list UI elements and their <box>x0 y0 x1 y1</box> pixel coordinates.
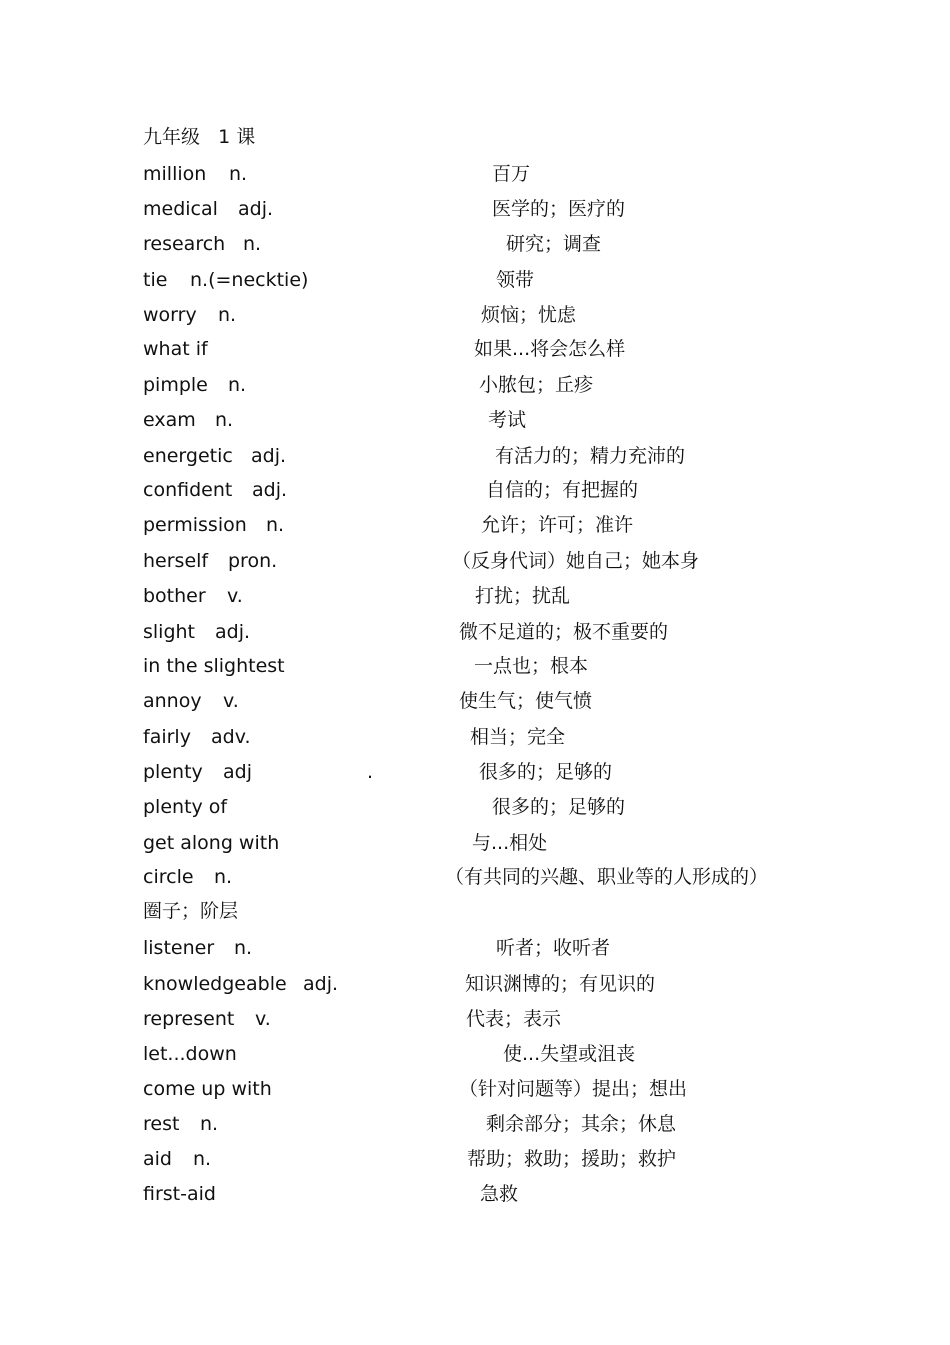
vocab-part-of-speech: n. <box>234 937 253 959</box>
vocab-entry <box>0 688 950 714</box>
vocab-entry <box>0 512 950 538</box>
vocab-word: come up with <box>143 1078 272 1100</box>
vocab-word: plenty of <box>143 796 228 818</box>
vocab-word: circle <box>143 866 194 888</box>
vocab-part-of-speech: adj. <box>215 621 251 643</box>
lesson-title: 九年级 1 课 <box>143 126 256 148</box>
vocab-word: rest <box>143 1113 180 1135</box>
vocab-part-of-speech: n. <box>243 233 262 255</box>
vocab-word: in the slightest <box>143 655 285 677</box>
vocab-part-of-speech: adj <box>223 761 252 783</box>
vocab-part-of-speech: n.(=necktie) <box>190 269 309 291</box>
vocab-entry <box>0 1111 950 1137</box>
vocab-part-of-speech: n. <box>200 1113 219 1135</box>
vocab-entry <box>0 548 950 574</box>
vocab-entry <box>0 583 950 609</box>
vocab-meaning: 很多的；足够的 <box>479 761 613 783</box>
vocab-entry <box>0 336 950 362</box>
vocab-word: pimple <box>143 374 208 396</box>
vocab-entry <box>0 1076 950 1102</box>
vocab-word: get along with <box>143 832 280 854</box>
vocab-word: fairly <box>143 726 191 748</box>
vocab-entry <box>0 830 950 856</box>
vocab-entry <box>0 1181 950 1207</box>
vocab-entry <box>0 794 950 820</box>
vocab-entry <box>0 653 950 679</box>
vocab-entry <box>0 231 950 257</box>
vocab-word: exam <box>143 409 196 431</box>
vocab-part-of-speech: v. <box>227 585 243 607</box>
vocab-word: first-aid <box>143 1183 216 1205</box>
vocab-entry <box>0 267 950 293</box>
vocab-meaning: 代表；表示 <box>466 1008 562 1030</box>
vocab-word: bother <box>143 585 206 607</box>
vocab-meaning: 听者；收听者 <box>496 937 611 959</box>
vocab-part-of-speech: n. <box>229 163 248 185</box>
vocab-part-of-speech: adj. <box>238 198 274 220</box>
vocab-meaning: 研究；调查 <box>506 233 602 255</box>
vocab-meaning: 帮助；救助；援助；救护 <box>467 1148 677 1170</box>
vocab-meaning: 微不足道的；极不重要的 <box>459 621 669 643</box>
vocab-meaning: 急救 <box>480 1183 519 1205</box>
vocab-entry <box>0 935 950 961</box>
vocab-entry <box>0 372 950 398</box>
vocab-part-of-speech: adj. <box>252 479 288 501</box>
vocab-word: worry <box>143 304 197 326</box>
vocab-entry <box>0 864 950 890</box>
vocab-meaning: 如果...将会怎么样 <box>474 338 626 360</box>
vocab-word: aid <box>143 1148 172 1170</box>
vocab-entry <box>0 1146 950 1172</box>
vocab-word: what if <box>143 338 208 360</box>
vocab-meaning: 剩余部分；其余；休息 <box>486 1113 677 1135</box>
vocab-meaning: （针对问题等）提出；想出 <box>459 1078 688 1100</box>
vocab-entry <box>0 443 950 469</box>
vocab-part-of-speech: n. <box>215 409 234 431</box>
vocab-entry <box>0 971 950 997</box>
vocab-part-of-speech: adv. <box>211 726 251 748</box>
vocab-meaning: 医学的；医疗的 <box>492 198 626 220</box>
vocab-part-of-speech: n. <box>266 514 285 536</box>
vocab-meaning: 允许；许可；准许 <box>481 514 634 536</box>
vocab-meaning: 相当；完全 <box>470 726 566 748</box>
vocab-word: medical <box>143 198 218 220</box>
vocab-word: knowledgeable <box>143 973 287 995</box>
vocab-word: represent <box>143 1008 235 1030</box>
vocab-meaning: 百万 <box>492 163 531 185</box>
vocab-entry <box>0 161 950 187</box>
vocab-part-of-speech: n. <box>193 1148 212 1170</box>
vocab-word: research <box>143 233 226 255</box>
vocab-meaning: 考试 <box>488 409 527 431</box>
vocab-part-of-speech: n. <box>218 304 237 326</box>
vocab-entry <box>0 759 950 785</box>
vocab-word: herself <box>143 550 209 572</box>
stray-period: . <box>367 761 374 783</box>
vocab-part-of-speech: n. <box>214 866 233 888</box>
vocab-entry <box>0 196 950 222</box>
vocab-meaning-continuation: 圈子；阶层 <box>143 900 239 922</box>
vocab-meaning: 与...相处 <box>472 832 548 854</box>
vocab-word: listener <box>143 937 215 959</box>
vocab-meaning: （反身代词）她自己；她本身 <box>452 550 700 572</box>
vocab-part-of-speech: pron. <box>228 550 278 572</box>
vocab-word: plenty <box>143 761 203 783</box>
vocab-meaning: 有活力的；精力充沛的 <box>495 445 686 467</box>
vocab-meaning: 使生气；使气愤 <box>459 690 593 712</box>
vocab-word: confident <box>143 479 233 501</box>
vocab-word: million <box>143 163 207 185</box>
vocab-meaning: 一点也；根本 <box>474 655 589 677</box>
vocab-part-of-speech: n. <box>228 374 247 396</box>
vocab-entry <box>0 302 950 328</box>
vocab-word: tie <box>143 269 168 291</box>
vocab-part-of-speech: adj. <box>251 445 287 467</box>
vocab-word: annoy <box>143 690 202 712</box>
vocab-meaning: 自信的；有把握的 <box>486 479 639 501</box>
vocab-entry <box>0 407 950 433</box>
vocab-meaning: 很多的；足够的 <box>492 796 626 818</box>
vocab-meaning: （有共同的兴趣、职业等的人形成的） <box>445 866 769 888</box>
vocab-part-of-speech: v. <box>255 1008 271 1030</box>
vocab-meaning: 烦恼；忧虑 <box>481 304 577 326</box>
vocab-word: permission <box>143 514 247 536</box>
vocab-meaning: 知识渊博的；有见识的 <box>465 973 656 995</box>
vocab-entry <box>0 1041 950 1067</box>
vocab-entry <box>0 477 950 503</box>
vocab-meaning: 领带 <box>496 269 535 291</box>
vocab-meaning: 打扰；扰乱 <box>475 585 571 607</box>
vocab-entry <box>0 724 950 750</box>
vocab-word: energetic <box>143 445 233 467</box>
vocab-part-of-speech: v. <box>223 690 239 712</box>
vocab-entry <box>0 619 950 645</box>
vocab-entry <box>0 1006 950 1032</box>
vocab-part-of-speech: adj. <box>303 973 339 995</box>
vocab-meaning: 小脓包；丘疹 <box>479 374 594 396</box>
vocab-word: let...down <box>143 1043 237 1065</box>
vocab-meaning: 使...失望或沮丧 <box>503 1043 636 1065</box>
vocab-word: slight <box>143 621 196 643</box>
